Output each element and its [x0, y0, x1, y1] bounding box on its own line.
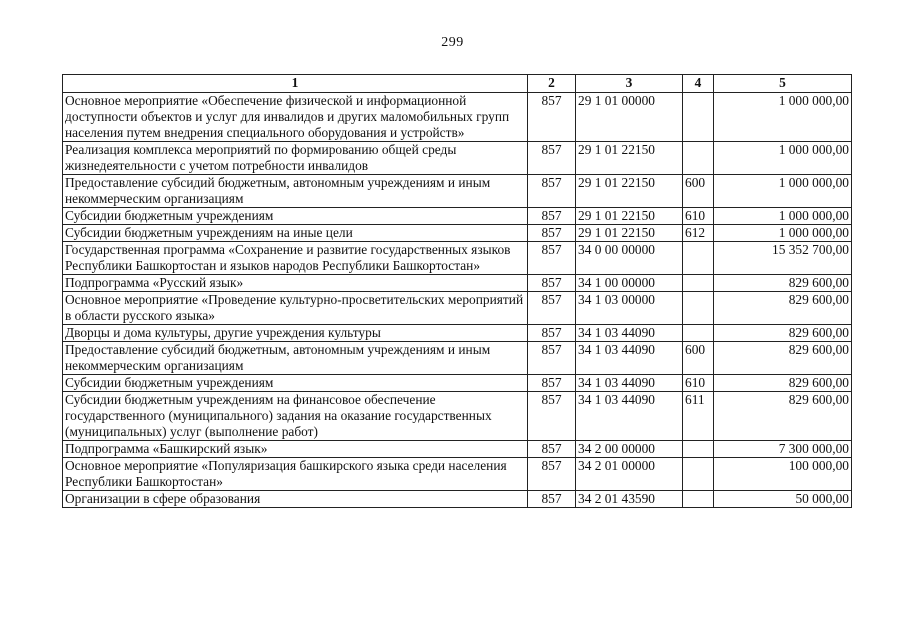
row-amount: 1 000 000,00	[714, 175, 852, 208]
table-row	[63, 458, 852, 491]
row-expense-type: 600	[683, 342, 714, 375]
row-expense-type: 612	[683, 225, 714, 242]
row-expense-type	[683, 292, 714, 325]
header-col-1: 1	[63, 75, 528, 93]
row-name: Дворцы и дома культуры, другие учреждения культуры	[63, 325, 528, 342]
row-ministry-code: 857	[528, 491, 576, 508]
table-row	[63, 225, 852, 242]
row-target-article: 34 1 03 44090	[576, 392, 683, 441]
row-ministry-code: 857	[528, 242, 576, 275]
header-row	[63, 75, 852, 93]
table-row	[63, 375, 852, 392]
row-ministry-code: 857	[528, 441, 576, 458]
row-ministry-code: 857	[528, 208, 576, 225]
table-row	[63, 392, 852, 441]
row-expense-type	[683, 142, 714, 175]
table-row	[63, 275, 852, 292]
header-col-3: 3	[576, 75, 683, 93]
row-ministry-code: 857	[528, 175, 576, 208]
table-row	[63, 292, 852, 325]
row-name: Субсидии бюджетным учреждениям	[63, 375, 528, 392]
row-amount: 829 600,00	[714, 392, 852, 441]
row-target-article: 34 1 03 44090	[576, 342, 683, 375]
row-name: Предоставление субсидий бюджетным, автономным учреждениям и иным некоммерческим организациям	[63, 342, 528, 375]
row-target-article: 34 2 01 00000	[576, 458, 683, 491]
row-ministry-code: 857	[528, 342, 576, 375]
row-name: Субсидии бюджетным учреждениям на финансовое обеспечение государственного (муниципального) задания на оказание государственных (муниципальных) услуг (выполнение работ)	[63, 392, 528, 441]
table-row	[63, 208, 852, 225]
row-target-article: 34 1 03 00000	[576, 292, 683, 325]
row-name: Субсидии бюджетным учреждениям на иные цели	[63, 225, 528, 242]
header-col-4: 4	[683, 75, 714, 93]
row-amount: 829 600,00	[714, 275, 852, 292]
row-expense-type: 610	[683, 208, 714, 225]
row-target-article: 34 1 00 00000	[576, 275, 683, 292]
row-name: Предоставление субсидий бюджетным, автономным учреждениям и иным некоммерческим организациям	[63, 175, 528, 208]
row-name: Подпрограмма «Русский язык»	[63, 275, 528, 292]
row-amount: 100 000,00	[714, 458, 852, 491]
row-amount: 1 000 000,00	[714, 93, 852, 142]
header-col-2: 2	[528, 75, 576, 93]
table-row	[63, 342, 852, 375]
table-row	[63, 175, 852, 208]
row-name: Государственная программа «Сохранение и развитие государственных языков Республики Башкортостан и языков народов Республики Башкортостан»	[63, 242, 528, 275]
row-ministry-code: 857	[528, 458, 576, 491]
row-target-article: 29 1 01 22150	[576, 175, 683, 208]
row-expense-type	[683, 275, 714, 292]
row-amount: 1 000 000,00	[714, 208, 852, 225]
row-expense-type: 611	[683, 392, 714, 441]
row-ministry-code: 857	[528, 275, 576, 292]
row-expense-type	[683, 491, 714, 508]
row-expense-type: 610	[683, 375, 714, 392]
row-expense-type	[683, 441, 714, 458]
row-amount: 1 000 000,00	[714, 225, 852, 242]
row-expense-type	[683, 458, 714, 491]
table-row	[63, 441, 852, 458]
row-expense-type	[683, 242, 714, 275]
row-name: Субсидии бюджетным учреждениям	[63, 208, 528, 225]
row-name: Подпрограмма «Башкирский язык»	[63, 441, 528, 458]
row-ministry-code: 857	[528, 292, 576, 325]
budget-table	[62, 74, 852, 508]
row-amount: 829 600,00	[714, 342, 852, 375]
row-target-article: 34 1 03 44090	[576, 325, 683, 342]
row-amount: 829 600,00	[714, 375, 852, 392]
row-target-article: 29 1 01 22150	[576, 142, 683, 175]
row-target-article: 34 2 01 43590	[576, 491, 683, 508]
table-row	[63, 491, 852, 508]
row-ministry-code: 857	[528, 93, 576, 142]
row-ministry-code: 857	[528, 392, 576, 441]
row-amount: 50 000,00	[714, 491, 852, 508]
table-row	[63, 142, 852, 175]
row-ministry-code: 857	[528, 325, 576, 342]
page-number: 299	[441, 35, 464, 50]
table-row	[63, 93, 852, 142]
header-col-5: 5	[714, 75, 852, 93]
row-amount: 829 600,00	[714, 325, 852, 342]
row-amount: 1 000 000,00	[714, 142, 852, 175]
row-target-article: 29 1 01 22150	[576, 225, 683, 242]
row-amount: 15 352 700,00	[714, 242, 852, 275]
row-amount: 7 300 000,00	[714, 441, 852, 458]
row-name: Основное мероприятие «Популяризация башкирского языка среди населения Республики Башкортостан»	[63, 458, 528, 491]
row-name: Основное мероприятие «Проведение культурно-просветительских мероприятий в области русского языка»	[63, 292, 528, 325]
row-target-article: 34 2 00 00000	[576, 441, 683, 458]
row-expense-type: 600	[683, 175, 714, 208]
table-body	[63, 93, 852, 508]
row-amount: 829 600,00	[714, 292, 852, 325]
row-ministry-code: 857	[528, 225, 576, 242]
table-row	[63, 325, 852, 342]
row-name: Организации в сфере образования	[63, 491, 528, 508]
row-expense-type	[683, 325, 714, 342]
row-target-article: 29 1 01 00000	[576, 93, 683, 142]
row-target-article: 29 1 01 22150	[576, 208, 683, 225]
row-ministry-code: 857	[528, 142, 576, 175]
row-expense-type	[683, 93, 714, 142]
table-row	[63, 242, 852, 275]
row-name: Реализация комплекса мероприятий по формированию общей среды жизнедеятельности с учетом потребности инвалидов	[63, 142, 528, 175]
row-ministry-code: 857	[528, 375, 576, 392]
row-target-article: 34 0 00 00000	[576, 242, 683, 275]
row-name: Основное мероприятие «Обеспечение физической и информационной доступности объектов и услуг для инвалидов и других маломобильных групп населения путем внедрения специального оборудования и устройств»	[63, 93, 528, 142]
row-target-article: 34 1 03 44090	[576, 375, 683, 392]
